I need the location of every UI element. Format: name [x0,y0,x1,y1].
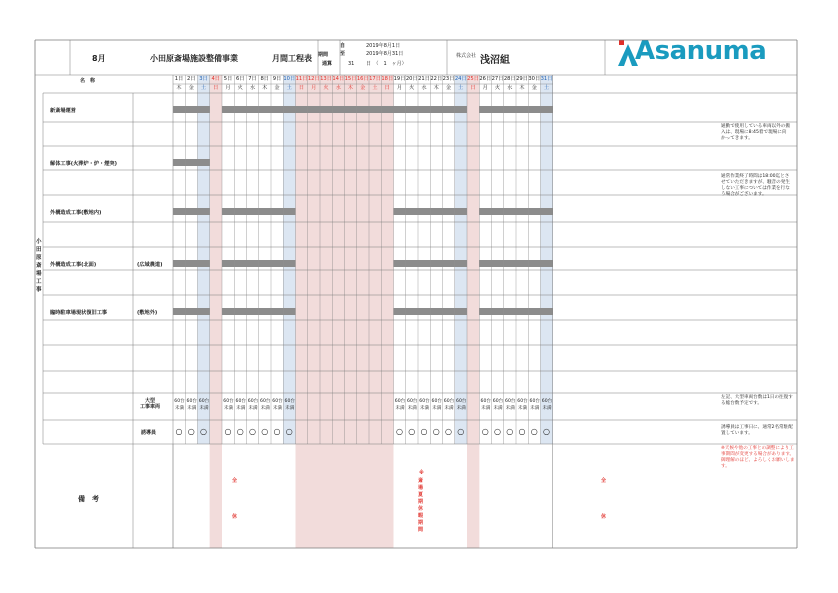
task-bar [259,106,271,113]
task-bar [296,106,308,113]
weekday-label: 木 [262,85,268,91]
task-bar [271,106,283,113]
vehicle-count: 60台 未満 [456,399,467,411]
day-number: 16日 [356,76,369,82]
note-5: ※天候や他の工事との調整により工事期間が変更する場合があります。御理解のほど、よろしくお願いします。 [721,446,795,469]
vehicle-count: 60台 未満 [284,399,295,411]
vehicle-count: 60台 未満 [443,399,455,411]
note-4: 誘導員は工事日に、通常2名常駐配置しています。 [721,425,793,436]
guard-mark: ○ [224,427,232,436]
day-number: 17日 [369,76,381,82]
task-bar [541,260,553,267]
task-name: 外構造成工事(北面) [50,262,97,268]
weekday-label: 火 [409,85,415,91]
task-bar [492,308,504,315]
guard-mark: ○ [273,427,281,436]
weekday-label: 金 [188,85,194,91]
obon-period-text: 斎場夏期休暇期間 [418,478,424,533]
day-number: 26日 [479,76,492,82]
task-bar [406,208,418,215]
day-number: 19日 [393,76,406,82]
day-number: 8日 [260,76,269,82]
total-unit: 日 （ 1 ヶ月） [366,61,407,67]
side-label: 小田原斎場工事 [36,239,42,293]
guard-mark: ○ [481,427,489,436]
vehicle-count: 60台 未満 [247,399,259,411]
task-bar [541,208,553,215]
task-bar [247,308,259,315]
task-bar [271,308,283,315]
task-bar [528,260,540,267]
holiday-period-remarks-bg [296,444,394,548]
day-number: 23日 [442,76,455,82]
task-location: (敷地外) [137,310,158,316]
task-bar [443,308,455,315]
vehicle-count: 60台 未満 [505,399,516,411]
task-name: 解体工事(火葬炉・炉・煙突) [50,161,117,167]
day-number: 28日 [503,76,516,82]
task-bar [283,208,295,215]
task-bar [528,308,540,315]
weekday-label: 金 [445,85,452,91]
task-name: 外構造成工事(敷地内) [50,210,102,216]
day-column-bg [198,75,210,444]
company-prefix: 株式会社 [456,53,477,59]
holiday-mark-25-bottom: 休 [601,514,607,520]
weekday-label: 木 [347,85,354,91]
task-bar [259,308,271,315]
vehicle-count: 60台 未満 [272,399,283,411]
vehicle-count: 60台 未満 [529,399,540,411]
holiday-mark-4-top: 全 [232,478,238,484]
logo-text: Asanuma [635,36,767,66]
task-bar [443,106,455,113]
note-3: 左記、大型車両台数は1日の往復する総台数予定です。 [721,395,793,406]
task-bar [283,106,295,113]
day-number: 6日 [236,76,245,82]
task-bar [455,308,467,315]
task-bar [492,208,504,215]
weekday-label: 木 [519,85,525,91]
holiday-mark-4-bottom: 休 [232,514,238,520]
day-number: 14日 [332,76,345,82]
task-bar [406,106,418,113]
weekday-label: 日 [384,85,390,91]
remarks-label: 備 考 [78,495,99,503]
task-bar [394,308,406,315]
weekday-label: 月 [396,85,403,91]
task-bar [504,208,516,215]
task-bar [222,260,234,267]
task-bar [418,106,430,113]
task-bar [173,208,185,215]
day-number: 3日 [199,76,208,82]
task-bar [504,260,516,267]
task-bar [247,208,259,215]
task-bar [271,260,283,267]
day-number: 30日 [528,76,541,82]
weekday-label: 土 [200,85,207,91]
guard-mark: ○ [420,427,428,436]
weekday-label: 土 [372,85,378,91]
weekday-label: 日 [470,85,476,91]
task-bar [369,106,381,113]
weekday-label: 水 [249,85,256,91]
task-location: (広域農道) [137,262,163,268]
weekday-label: 木 [433,85,439,91]
month-label: 8月 [92,54,106,63]
task-bar [271,208,283,215]
day-number: 11日 [295,76,308,82]
task-bar [173,308,185,315]
task-bar [222,208,234,215]
task-bar [283,260,295,267]
task-bar [185,159,197,166]
task-bar [455,208,467,215]
weekday-label: 土 [286,85,292,91]
task-bar [418,260,430,267]
document-type: 月間工程表 [272,54,312,63]
task-bar [222,106,234,113]
day-number: 15日 [344,76,357,82]
task-bar [198,260,210,267]
weekday-label: 火 [237,85,243,91]
task-bar [492,260,504,267]
guard-mark: ○ [285,427,293,436]
task-bar [345,106,357,113]
task-bar [234,208,246,215]
note-1: 通勤で使用している車両以外の搬入は、現場に8:45着で現場に向かってきます。 [721,124,790,141]
task-bar [430,308,442,315]
task-bar [455,106,467,113]
task-bar [259,260,271,267]
guard-mark: ○ [543,427,550,436]
task-bar [381,106,393,113]
task-bar [516,106,528,113]
vehicle-count: 60台 未満 [394,399,406,411]
sunday-remarks-bg [467,444,479,548]
day-number: 2日 [187,76,196,82]
day-number: 10日 [283,76,296,82]
total-days: 31 [348,61,355,67]
task-bar [479,260,491,267]
guard-mark: ○ [518,427,526,436]
task-bar [332,106,344,113]
vehicle-count: 60台 未満 [186,399,197,411]
guards-label: 誘導員 [141,430,157,436]
vehicle-count: 60台 未満 [517,399,528,411]
task-bar [479,106,491,113]
day-number: 22日 [430,76,443,82]
day-number: 1日 [174,76,184,82]
day-number: 31日 [540,76,553,82]
weekday-label: 月 [225,85,231,91]
task-bar [430,208,442,215]
day-number: 13日 [320,76,332,82]
day-number: 18日 [381,76,394,82]
day-column-bg [455,75,467,444]
task-bar [528,106,540,113]
task-bar [247,260,259,267]
task-bar [394,106,406,113]
task-bar [308,106,320,113]
task-bar [283,308,295,315]
guard-mark: ○ [200,427,207,436]
period-from-label: 自 [340,43,346,49]
task-bar [430,106,442,113]
task-bar [198,308,210,315]
day-number: 12日 [307,76,320,82]
guard-mark: ○ [530,427,538,436]
task-bar [394,208,406,215]
day-column-bg [541,75,553,444]
task-bar [479,208,491,215]
task-bar [528,208,540,215]
task-bar [418,308,430,315]
period-to: 2019年8月31日 [366,51,404,57]
sunday-remarks-bg [210,444,222,548]
guard-mark: ○ [432,427,440,436]
day-number: 5日 [223,76,233,82]
task-bar [173,106,185,113]
task-bar [173,159,185,166]
task-bar [418,208,430,215]
vehicles-label: 大型 工事車両 [140,398,161,410]
day-number: 7日 [248,76,257,82]
weekday-label: 火 [323,85,329,91]
task-bar [516,308,528,315]
vehicle-count: 60台 未満 [407,399,418,411]
holiday-mark-25-top: 全 [601,478,607,484]
weekday-label: 土 [458,85,464,91]
guard-mark: ○ [445,427,452,436]
vehicle-count: 60台 未満 [174,399,185,411]
period-from: 2019年8月1日 [366,43,401,49]
weekday-label: 金 [360,85,366,91]
weekday-label: 水 [507,85,513,91]
task-bar [406,260,418,267]
guard-mark: ○ [457,427,465,436]
task-bar [185,106,197,113]
vehicle-count: 60台 未満 [198,399,210,411]
name-column-header: 名 称 [80,78,96,84]
task-bar [541,106,553,113]
weekday-label: 日 [213,85,219,91]
task-bar [492,106,504,113]
weekday-label: 月 [482,85,488,91]
total-label: 通算 [322,61,333,67]
task-bar [455,260,467,267]
task-bar [504,308,516,315]
task-bar [504,106,516,113]
day-number: 29日 [516,76,528,82]
weekday-label: 金 [531,85,537,91]
task-bar [259,208,271,215]
day-number: 24日 [454,76,467,82]
guard-mark: ○ [236,427,244,436]
day-number: 20日 [405,76,418,82]
task-bar [234,308,246,315]
task-name: 臨時駐車場現状復旧工事 [50,310,108,316]
task-bar [406,308,418,315]
weekday-label: 日 [298,85,305,91]
task-bar [198,159,210,166]
day-number: 9日 [272,76,282,82]
task-bar [198,208,210,215]
day-number: 27日 [491,76,504,82]
task-bar [185,208,197,215]
period-to-label: 至 [340,51,346,57]
guard-mark: ○ [249,427,256,436]
task-bar [479,308,491,315]
project-title: 小田原斎場施設整備事業 [150,54,238,63]
company-name: 浅沼組 [480,55,510,66]
guard-mark: ○ [494,427,501,436]
guard-mark: ○ [261,427,269,436]
guard-mark: ○ [396,427,403,436]
guard-mark: ○ [506,427,514,436]
task-bar [320,106,332,113]
task-bar [234,260,246,267]
task-bar [541,308,553,315]
task-bar [394,260,406,267]
weekday-label: 木 [176,85,182,91]
task-bar [430,260,442,267]
weekday-label: 金 [274,85,280,91]
task-bar [185,308,197,315]
task-bar [198,106,210,113]
task-bar [443,260,455,267]
task-bar [357,106,369,113]
task-bar [173,260,185,267]
weekday-label: 水 [421,85,427,91]
vehicle-count: 60台 未満 [492,399,504,411]
task-bar [247,106,259,113]
guard-mark: ○ [175,427,183,436]
vehicle-count: 60台 未満 [541,399,553,411]
vehicle-count: 60台 未満 [223,399,234,411]
task-bar [516,260,528,267]
vehicle-count: 60台 未満 [419,399,430,411]
guard-mark: ○ [187,427,195,436]
day-number: 25日 [467,76,479,82]
day-number: 21日 [418,76,430,82]
task-name: 新斎場運営 [50,108,76,114]
task-bar [222,308,234,315]
vehicle-count: 60台 未満 [431,399,442,411]
obon-prefix: ※ [419,470,424,476]
task-bar [516,208,528,215]
weekday-label: 水 [335,85,341,91]
weekday-label: 月 [311,85,317,91]
task-bar [234,106,246,113]
guard-mark: ○ [408,427,416,436]
note-2: 通常作業終了時間は18:00迄とさせていただきますが、騒音の発生しない工事については作業を行なう場合がございます。 [721,174,790,197]
task-bar [185,260,197,267]
vehicle-count: 60台 未満 [260,399,271,411]
weekday-label: 火 [494,85,501,91]
task-bar [443,208,455,215]
period-label: 期間 [318,52,329,58]
vehicle-count: 60台 未満 [480,399,491,411]
day-column-bg [283,75,295,444]
vehicle-count: 60台 未満 [235,399,246,411]
day-number: 4日 [211,76,220,82]
weekday-label: 土 [543,85,550,91]
